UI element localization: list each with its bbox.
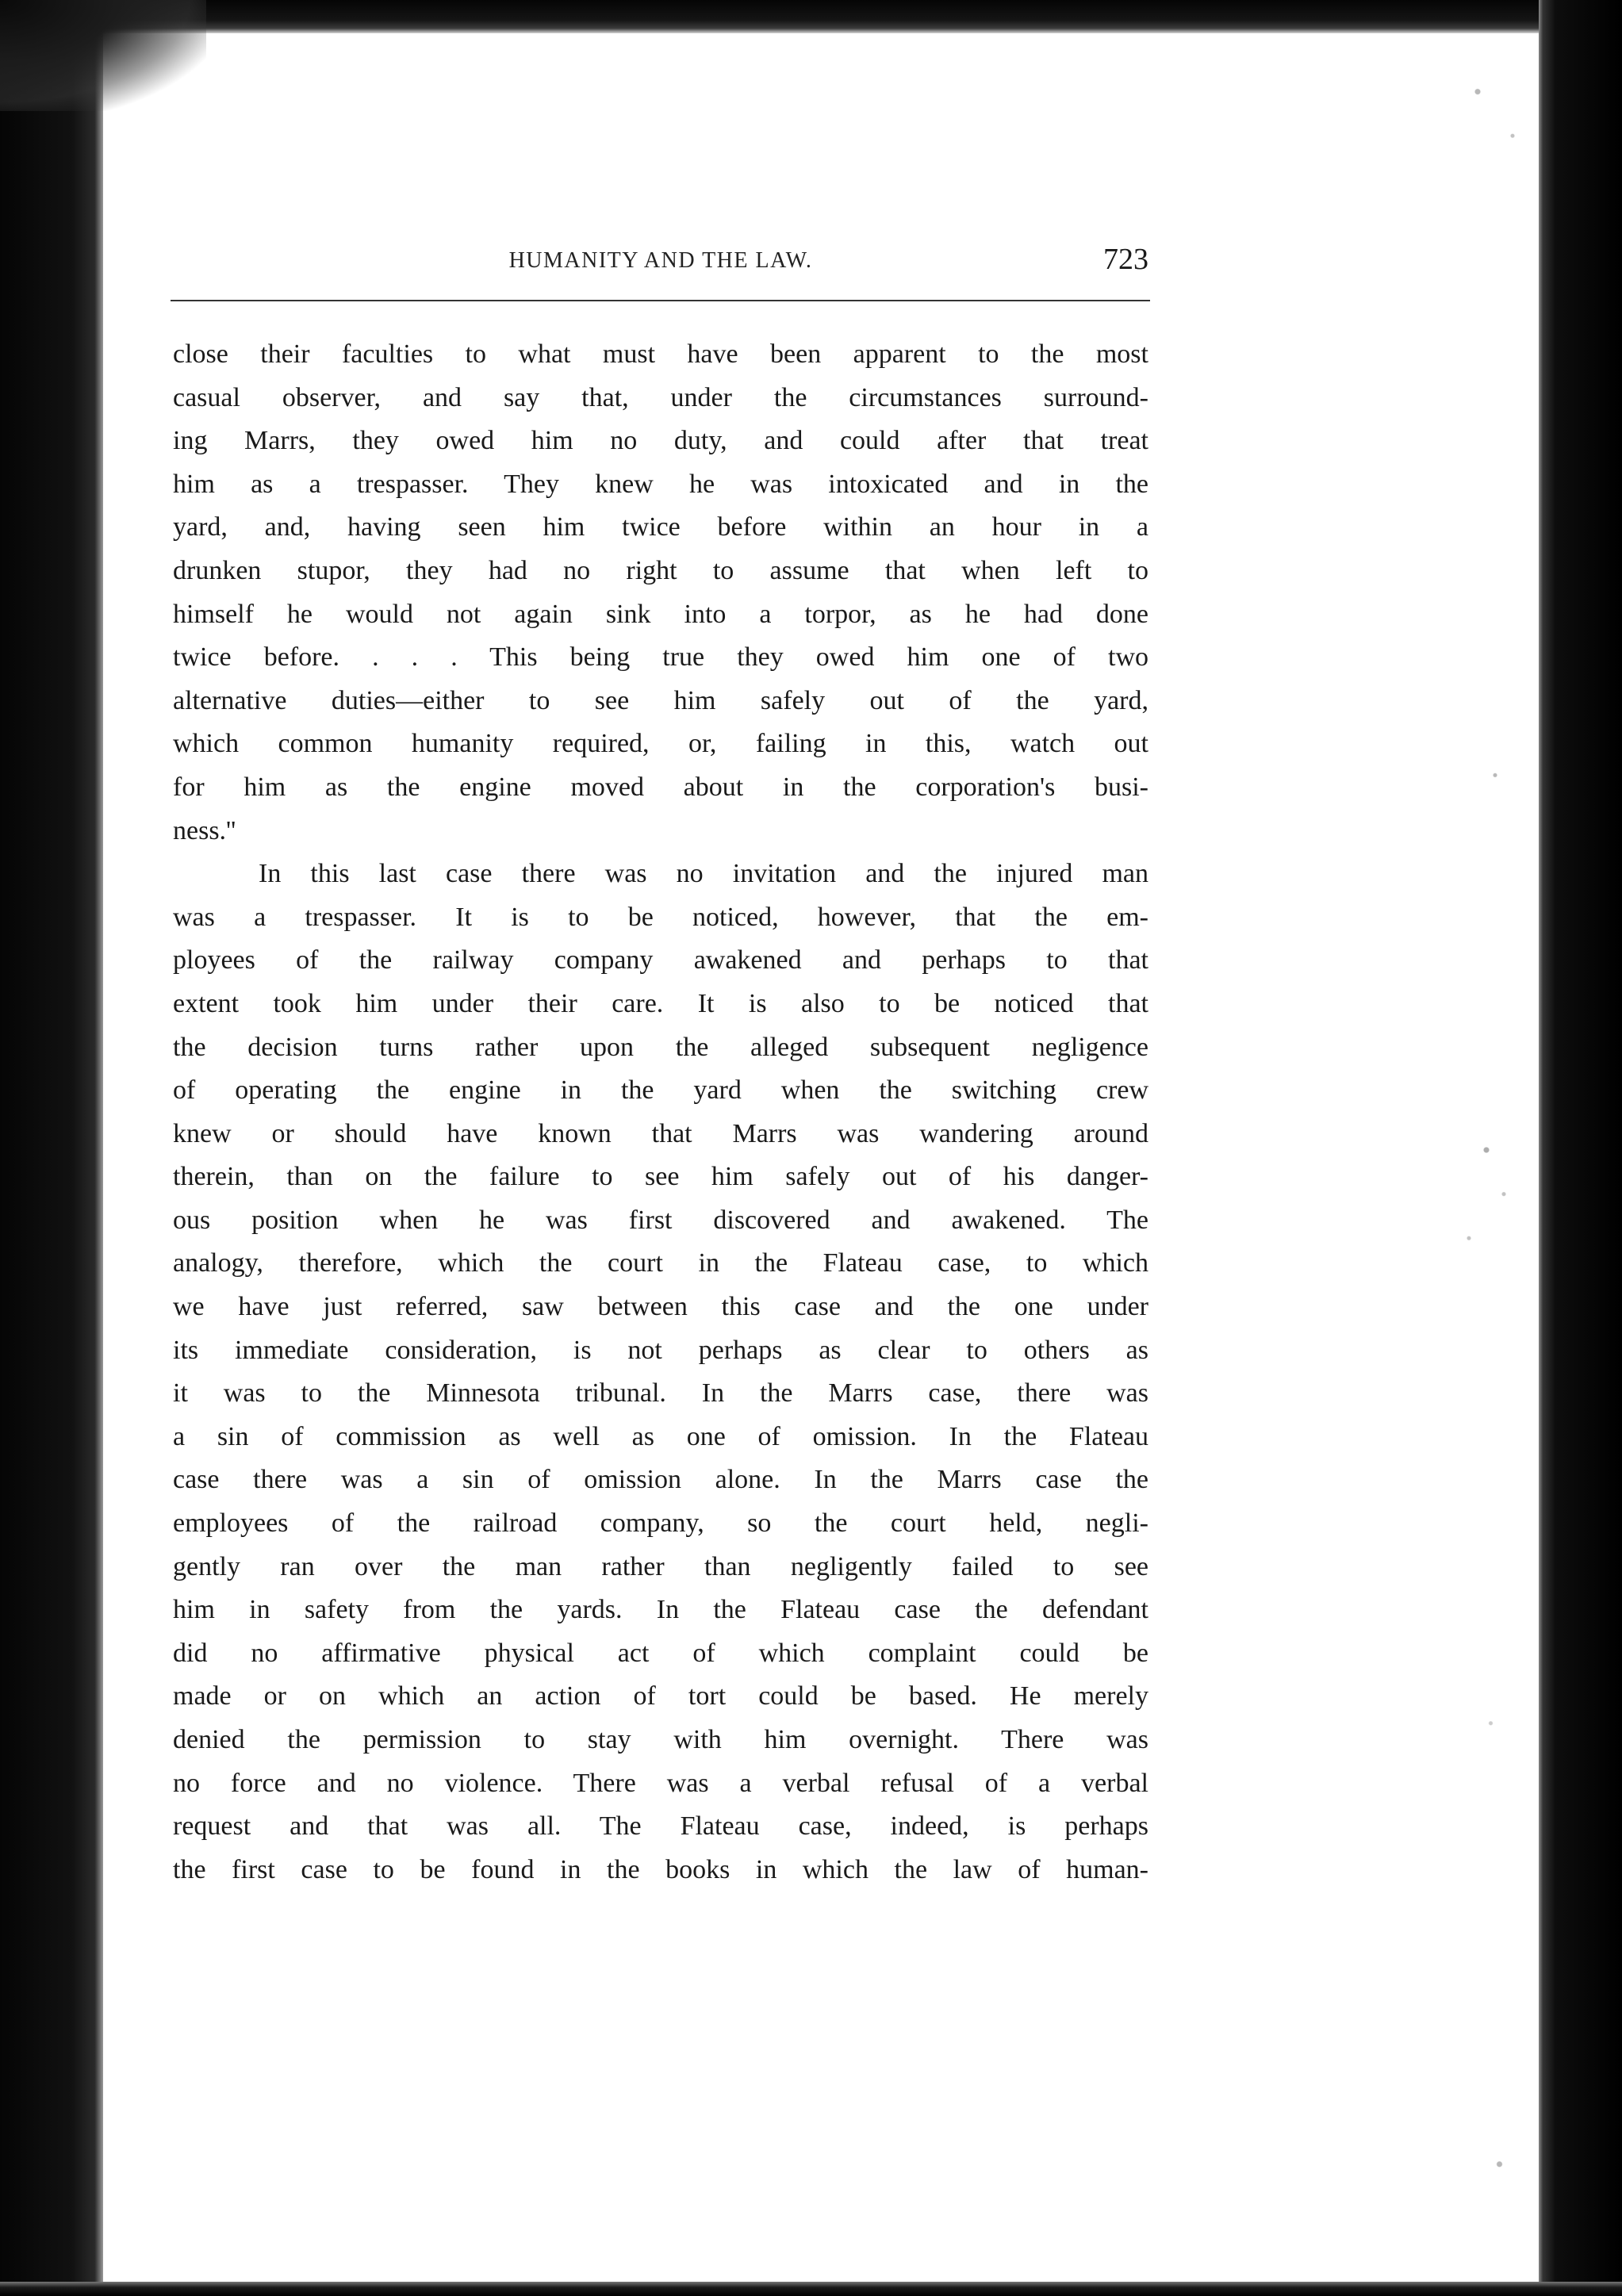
- scan-corner-shadow: [0, 0, 206, 111]
- text-line: made or on which an action of tort could be based. He merely: [173, 1681, 1148, 1711]
- text-line: the decision turns rather upon the alleged subsequent negligence: [173, 1032, 1148, 1062]
- text-line: him in safety from the yards. In the Flateau case the defendant: [173, 1595, 1148, 1625]
- scan-border-top: [0, 0, 1622, 33]
- text-line: gently ran over the man rather than negligently failed to see: [173, 1551, 1148, 1581]
- text-line: extent took him under their care. It is also to be noticed that: [173, 988, 1148, 1018]
- text-line: the first case to be found in the books in which the law of human-: [173, 1854, 1148, 1884]
- text-line: employees of the railroad company, so the court held, negli-: [173, 1508, 1148, 1539]
- text-line: ous position when he was first discovered and awakened. The: [173, 1205, 1148, 1235]
- text-line: a sin of commission as well as one of omission. In the Flateau: [173, 1421, 1148, 1451]
- text-line: we have just referred, saw between this case and the one under: [173, 1292, 1148, 1322]
- text-line: drunken stupor, they had no right to assume that when left to: [173, 555, 1148, 585]
- text-line: him as a trespasser. They knew he was intoxicated and in the: [173, 469, 1148, 499]
- body-text: [173, 333, 1148, 1892]
- running-title: HUMANITY AND THE LAW.: [508, 248, 813, 273]
- text-line: himself he would not again sink into a torpor, as he had done: [173, 599, 1148, 629]
- text-line: case there was a sin of omission alone. In the Marrs case the: [173, 1465, 1148, 1495]
- text-line: its immediate consideration, is not perhaps as clear to others as: [173, 1335, 1148, 1365]
- text-line: did no affirmative physical act of which complaint could be: [173, 1638, 1148, 1668]
- text-line: therein, than on the failure to see him safely out of his danger-: [173, 1162, 1148, 1192]
- paragraph-1: [173, 333, 1148, 853]
- scan-border-left: [0, 0, 103, 2296]
- header-rule: [171, 300, 1150, 301]
- text-line: denied the permission to stay with him overnight. There was: [173, 1725, 1148, 1754]
- page-number: 723: [1103, 243, 1148, 276]
- text-line: casual observer, and say that, under the circumstances surround-: [173, 382, 1148, 412]
- text-line: for him as the engine moved about in the corporation's busi-: [173, 772, 1148, 802]
- text-line: alternative duties—either to see him safely out of the yard,: [173, 685, 1148, 715]
- text-line: request and that was all. The Flateau case, indeed, is perhaps: [173, 1811, 1148, 1842]
- text-line: ployees of the railway company awakened and perhaps to that: [173, 945, 1148, 976]
- text-line: ness.'': [173, 815, 236, 845]
- scan-border-bottom: [0, 2282, 1622, 2296]
- text-line: of operating the engine in the yard when the switching crew: [173, 1075, 1148, 1106]
- running-head: [173, 242, 1148, 289]
- text-line: ing Marrs, they owed him no duty, and could after that treat: [173, 426, 1148, 456]
- text-line: no force and no violence. There was a verbal refusal of a verbal: [173, 1768, 1148, 1798]
- text-line: analogy, therefore, which the court in the Flateau case, to which: [173, 1248, 1148, 1278]
- text-line: it was to the Minnesota tribunal. In the Marrs case, there was: [173, 1378, 1148, 1409]
- text-line: which common humanity required, or, failing in this, watch out: [173, 729, 1148, 759]
- paragraph-2: [173, 853, 1148, 1892]
- text-line: was a trespasser. It is to be noticed, however, that the em-: [173, 902, 1148, 932]
- text-line: twice before. . . . This being true they owed him one of two: [173, 642, 1148, 673]
- text-line: In this last case there was no invitation and the injured man: [259, 859, 1148, 889]
- text-line: close their faculties to what must have been apparent to the most: [173, 339, 1148, 369]
- text-line: knew or should have known that Marrs was wandering around: [173, 1118, 1148, 1148]
- scan-speckles: [1451, 48, 1539, 2252]
- scan-border-right: [1539, 0, 1622, 2296]
- text-line: yard, and, having seen him twice before within an hour in a: [173, 512, 1148, 542]
